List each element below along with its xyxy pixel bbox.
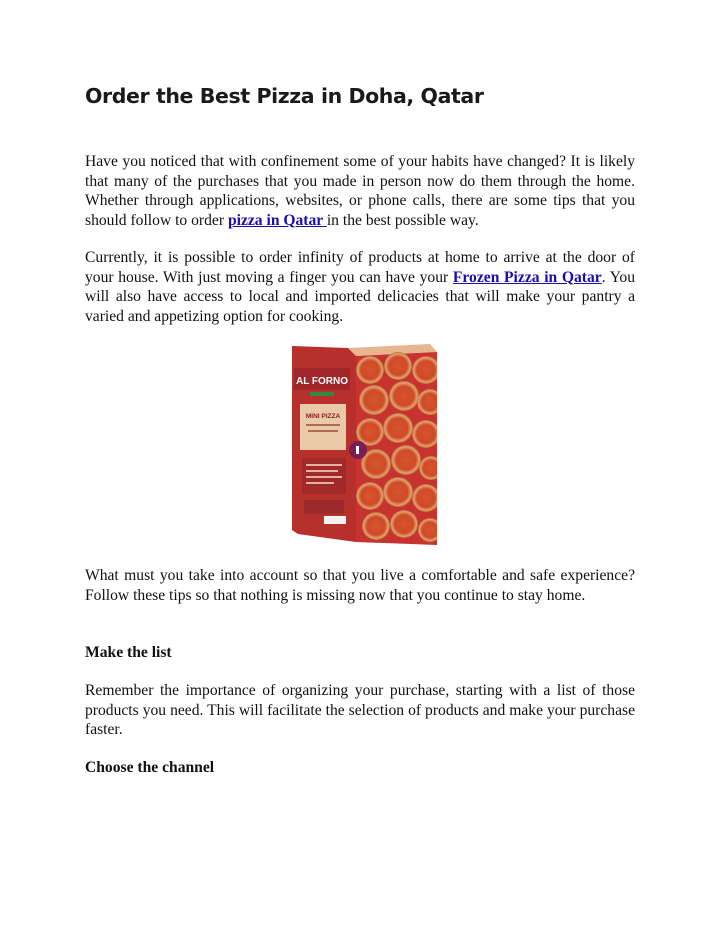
page-title: Order the Best Pizza in Doha, Qatar [85,84,484,108]
safety-paragraph: What must you take into account so that you live a comfortable and safe experience? Follow these tips so that nothing is missing now that you continue to stay home. [85,567,635,604]
product-name: MINI PIZZA [305,413,341,420]
box-front [349,352,437,545]
choose-the-channel-heading: Choose the channel [85,759,215,776]
list-paragraph: Remember the importance of organizing your purchase, starting with a list of those products you need. This will facilitate the selection of products and make your purchase faster. [85,682,635,738]
delivery-paragraph [85,248,635,326]
brand-logo: AL FORNO [295,376,349,387]
product-image [290,340,437,550]
pizza-in-qatar-link[interactable]: pizza in Qatar [227,211,327,229]
intro-text-end: in the best possible way. [326,211,479,229]
box-side [292,346,356,542]
delivery-text: Currently, it is possible to order infinity of products at home to arrive at the door of your house. With just moving a finger you can have your [85,249,635,286]
intro-text: Have you noticed that with confinement some of your habits have changed? It is likely that many of the purchases that you made in person now do them through the home. Whether through applications, websites, or phone calls, there are some tips that you should follow to order [85,153,635,229]
intro-paragraph [85,152,635,230]
frozen-pizza-link[interactable]: Frozen Pizza in Qatar [452,268,602,286]
delivery-text-end: . You will also have access to local and imported delicacies that will make your pantry a varied and appetizing option for cooking. [85,268,636,325]
make-the-list-heading: Make the list [85,644,172,661]
